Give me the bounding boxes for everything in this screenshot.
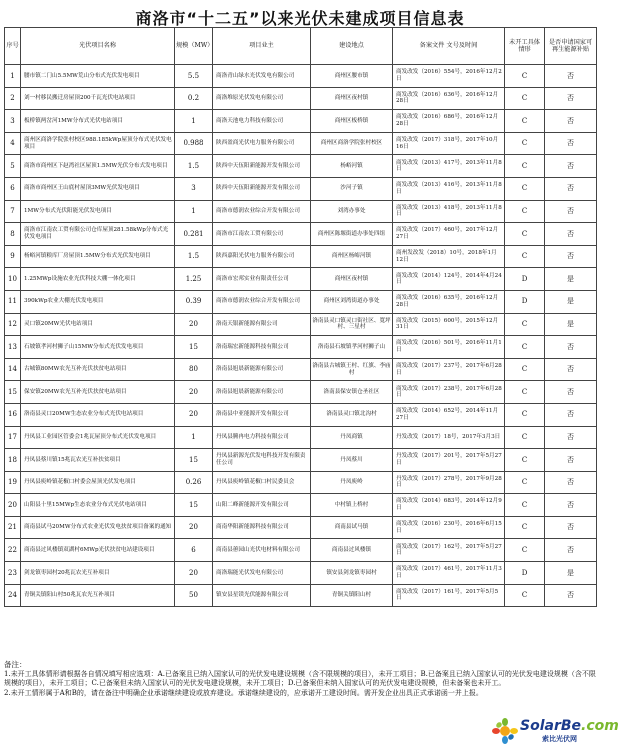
table-row (5, 65, 597, 88)
cell-capacity: 0.26 (175, 471, 213, 494)
cell-capacity: 15 (175, 494, 213, 517)
cell-owner: 商洛市宏邦实业有限责任公司 (213, 268, 311, 291)
cell-capacity: 80 (175, 358, 213, 381)
cell-index: 17 (5, 426, 21, 449)
table-row (5, 223, 597, 246)
cell-capacity: 15 (175, 449, 213, 472)
header-capacity: 规模（MW） (175, 28, 213, 65)
cell-index: 8 (5, 223, 21, 246)
cell-location: 商州区板桥镇 (311, 110, 393, 133)
notes-heading: 备注： (4, 660, 27, 669)
cell-status: C (505, 449, 545, 472)
cell-index: 23 (5, 562, 21, 585)
cell-project-name: 1MW分布式光伏阳能光伏发电项目 (21, 200, 175, 223)
cell-status: C (505, 177, 545, 200)
cell-subsidy: 是 (545, 562, 597, 585)
cell-owner: 商南华阳新能源科技有限公司 (213, 516, 311, 539)
cell-capacity: 20 (175, 381, 213, 404)
cell-subsidy: 是 (545, 313, 597, 336)
cell-project-name: 石坡镇孝河村狮子山15MW分布式光伏发电项目 (21, 336, 175, 359)
cell-location: 洛南县保安镇仓圣社区 (311, 381, 393, 404)
cell-status: D (505, 562, 545, 585)
cell-capacity: 5.5 (175, 65, 213, 88)
table-row (5, 336, 597, 359)
cell-status: C (505, 65, 545, 88)
cell-filing: 商发改发（2016）554号，2016年12月2日 (393, 65, 505, 88)
cell-status: C (505, 200, 545, 223)
cell-project-name: 山阳县十里15MWp生态农业分布式光伏电站项目 (21, 494, 175, 517)
cell-index: 11 (5, 290, 21, 313)
cell-capacity: 20 (175, 403, 213, 426)
cell-capacity: 1 (175, 426, 213, 449)
cell-subsidy: 否 (545, 403, 597, 426)
header-filing: 备案文件 文号及时间 (393, 28, 505, 65)
cell-capacity: 50 (175, 584, 213, 607)
table-row (5, 471, 597, 494)
table-row (5, 539, 597, 562)
header-project-name: 光伏项目名称 (21, 28, 175, 65)
cell-filing: 丹发改发（2017）18号，2017年3月3日 (393, 426, 505, 449)
cell-subsidy: 否 (545, 177, 597, 200)
cell-location: 洛南县石坡镇孝河村狮子山 (311, 336, 393, 359)
cell-capacity: 0.2 (175, 87, 213, 110)
table-row (5, 313, 597, 336)
cell-capacity: 20 (175, 516, 213, 539)
table-row (5, 155, 597, 178)
cell-capacity: 20 (175, 313, 213, 336)
table-row (5, 268, 597, 291)
cell-owner: 陕西中天伍阳新能源开发有限公司 (213, 177, 311, 200)
cell-owner: 商洛青山绿水光伏发电有限公司 (213, 65, 311, 88)
cell-owner: 洛南瑞宏新能源科技有限公司 (213, 336, 311, 359)
cell-capacity: 15 (175, 336, 213, 359)
cell-location: 洛南县灵口镇北沟村 (311, 403, 393, 426)
notes-item-2: 2.未开工情形属于A和B的，请在备注中明确企业承诺继续建设或放弃建设。承诺继续建设的，应承诺开工建设时间。需开发企业出具正式承诺函一并上报。 (4, 688, 483, 697)
cell-status: D (505, 268, 545, 291)
header-subsidy: 是否申请国家可再生能源补贴 (545, 28, 597, 65)
cell-status: C (505, 132, 545, 155)
cell-project-name: 保安镇20MW农光互补光伏扶贫电站项目 (21, 381, 175, 404)
cell-filing: 商发改发（2013）417号，2013年11月8日 (393, 155, 505, 178)
cell-subsidy: 否 (545, 87, 597, 110)
cell-project-name: 杨峪河镇粮库厂房屋顶1.5MW分布式光伏发电项目 (21, 245, 175, 268)
cell-subsidy: 否 (545, 584, 597, 607)
cell-location: 商州区夜村镇 (311, 268, 393, 291)
cell-status: D (505, 290, 545, 313)
cell-project-name: 丹凤县蔡川镇15兆瓦农光互补扶贫项目 (21, 449, 175, 472)
cell-subsidy: 否 (545, 494, 597, 517)
table-row (5, 516, 597, 539)
cell-index: 21 (5, 516, 21, 539)
header-location: 建设地点 (311, 28, 393, 65)
cell-project-name: 商州区商洛学院张村校区988.185kWp屋顶分布式光伏发电项目 (21, 132, 175, 155)
sun-flower-icon (490, 717, 520, 745)
cell-capacity: 0.39 (175, 290, 213, 313)
cell-filing: 商发改发（2017）162号，2017年5月27日 (393, 539, 505, 562)
cell-status: C (505, 584, 545, 607)
cell-subsidy: 否 (545, 449, 597, 472)
cell-owner: 山阳二峰新能源开发有限公司 (213, 494, 311, 517)
cell-project-name: 洛南县灵口20MW生态农业分布式光伏电站项目 (21, 403, 175, 426)
cell-location: 商州区腰市镇 (311, 65, 393, 88)
cell-project-name: 丹凤县庾岭镇花椒口村委会屋顶光伏发电项目 (21, 471, 175, 494)
cell-project-name: 商洛市商州区王山底村屋顶3MW光伏发电项目 (21, 177, 175, 200)
cell-filing: 商发改发（2016）501号，2016年11月1日 (393, 336, 505, 359)
cell-location: 中村镇上桥村 (311, 494, 393, 517)
cell-index: 10 (5, 268, 21, 291)
cell-capacity: 1.25 (175, 268, 213, 291)
cell-owner: 商洛瑞能光伏发电有限公司 (213, 562, 311, 585)
cell-index: 16 (5, 403, 21, 426)
table-row (5, 200, 597, 223)
cell-index: 5 (5, 155, 21, 178)
cell-filing: 丹发改发（2017）201号，2017年5月27日 (393, 449, 505, 472)
cell-status: C (505, 358, 545, 381)
cell-project-name: 商南县试马20MW分布式农业光伏发电扶贫项目备案的通知 (21, 516, 175, 539)
cell-owner: 陕西盈商光伏电力服务有限公司 (213, 132, 311, 155)
cell-status: C (505, 313, 545, 336)
cell-status: C (505, 336, 545, 359)
cell-status: C (505, 223, 545, 246)
cell-status: C (505, 87, 545, 110)
cell-filing: 商发改发（2013）418号，2013年11月8日 (393, 200, 505, 223)
cell-subsidy: 否 (545, 65, 597, 88)
cell-capacity: 1.5 (175, 245, 213, 268)
cell-location: 商南县过风楼镇 (311, 539, 393, 562)
cell-location: 镇安县剑龙镇枣园村 (311, 562, 393, 585)
cell-location: 商州区刘湾街道办事处 (311, 290, 393, 313)
cell-project-name: 刘一村移民搬迁房屋顶200千瓦光伏电站项目 (21, 87, 175, 110)
cell-owner: 丹凤县庾岭镇花椒口村民委员会 (213, 471, 311, 494)
cell-project-name: 商洛市商州区下赵湾社区屋顶1.5MW光伏分布式发电项目 (21, 155, 175, 178)
cell-filing: 商州发改发（2018）10号，2018年1月12日 (393, 245, 505, 268)
cell-location: 丹凤商镇 (311, 426, 393, 449)
cell-filing: 商发改发（2016）686号，2016年12月28日 (393, 110, 505, 133)
cell-filing: 商发改发（2017）461号，2017年11月3日 (393, 562, 505, 585)
cell-owner: 洛南县中亚能源开发有限公司 (213, 403, 311, 426)
cell-index: 13 (5, 336, 21, 359)
cell-project-name: 剑龙镇枣园村20兆瓦农光互补项目 (21, 562, 175, 585)
cell-owner: 镇安县星镁光伏能源有限公司 (213, 584, 311, 607)
cell-location: 沙河子镇 (311, 177, 393, 200)
cell-filing: 商发改发（2013）416号，2013年11月8日 (393, 177, 505, 200)
cell-filing: 丹发改发（2017）278号，2017年9月28日 (393, 471, 505, 494)
cell-filing: 商发改发（2016）636号，2016年12月28日 (393, 87, 505, 110)
cell-filing: 商发改发（2017）318号，2017年10月16日 (393, 132, 505, 155)
cell-filing: 商发改发（2014）652号，2014年11月27日 (393, 403, 505, 426)
cell-capacity: 0.988 (175, 132, 213, 155)
cell-subsidy: 否 (545, 539, 597, 562)
cell-capacity: 1 (175, 200, 213, 223)
header-owner: 项目业主 (213, 28, 311, 65)
cell-subsidy: 否 (545, 110, 597, 133)
table-row (5, 584, 597, 607)
cell-subsidy: 否 (545, 471, 597, 494)
cell-owner: 商洛天池电力科技有限公司 (213, 110, 311, 133)
cell-filing: 商发改发（2017）161号，2017年5月5日 (393, 584, 505, 607)
notes (4, 660, 596, 698)
cell-location: 商州区陈塬街道办事处四组 (311, 223, 393, 246)
cell-status: C (505, 110, 545, 133)
table-row (5, 426, 597, 449)
table-row (5, 403, 597, 426)
table-row (5, 245, 597, 268)
cell-subsidy: 否 (545, 381, 597, 404)
cell-location: 青铜关镇阳山村 (311, 584, 393, 607)
cell-project-name: 青铜关镇阳山村50兆瓦农光互补项目 (21, 584, 175, 607)
table-row (5, 177, 597, 200)
cell-owner: 丹凤县腾冉电力科技有限公司 (213, 426, 311, 449)
cell-index: 1 (5, 65, 21, 88)
cell-subsidy: 是 (545, 268, 597, 291)
cell-filing: 商发改发（2015）600号，2015年12月31日 (393, 313, 505, 336)
cell-project-name: 腰市镇二门山5.5MW荒山分布式光伏发电项目 (21, 65, 175, 88)
cell-filing: 商发改发（2017）237号，2017年6月28日 (393, 358, 505, 381)
table-header-row (5, 28, 597, 65)
logo-subtitle: 索比光伏网 (542, 735, 577, 743)
logo-brand-text: SolarBe.com (520, 718, 619, 734)
solarbe-logo (490, 717, 619, 745)
cell-owner: 洛南天银新能源有限公司 (213, 313, 311, 336)
cell-subsidy: 否 (545, 516, 597, 539)
table-row (5, 110, 597, 133)
cell-index: 6 (5, 177, 21, 200)
cell-owner: 商南县蕙园山光伏电材料有限公司 (213, 539, 311, 562)
cell-location: 商南县试马镇 (311, 516, 393, 539)
cell-capacity: 20 (175, 562, 213, 585)
cell-owner: 陕西中天伍阳新能源开发有限公司 (213, 155, 311, 178)
cell-location: 杨峪河镇 (311, 155, 393, 178)
cell-index: 15 (5, 381, 21, 404)
cell-filing: 商发改发（2014）124号，2014年4月24日 (393, 268, 505, 291)
cell-status: C (505, 403, 545, 426)
cell-status: C (505, 471, 545, 494)
cell-subsidy: 否 (545, 426, 597, 449)
cell-capacity: 6 (175, 539, 213, 562)
cell-location: 洛南县灵口镇灵口街社区、寬坪村、三星村 (311, 313, 393, 336)
cell-index: 14 (5, 358, 21, 381)
header-index: 序号 (5, 28, 21, 65)
cell-project-name: 1.25MWp设施农业光伏科技大棚一体化项目 (21, 268, 175, 291)
cell-index: 12 (5, 313, 21, 336)
table-row (5, 381, 597, 404)
cell-project-name: 商洛市江南农工贸有限公司仓库屋顶281.58kWp分布式光伏发电项目 (21, 223, 175, 246)
cell-index: 18 (5, 449, 21, 472)
cell-location: 丹凤庾岭 (311, 471, 393, 494)
header-status: 未开工具体情形 (505, 28, 545, 65)
cell-owner: 洛南县旭晨新能源有限公司 (213, 381, 311, 404)
cell-owner: 丹凤县新源光伏发电科技开发有限责任公司 (213, 449, 311, 472)
cell-subsidy: 否 (545, 358, 597, 381)
cell-project-name: 灵口镇20MW光伏电站项目 (21, 313, 175, 336)
cell-project-name: 古城镇80MW农光互补光伏扶贫电站项目 (21, 358, 175, 381)
cell-owner: 商洛市德润农业综合开发有限公司 (213, 290, 311, 313)
cell-subsidy: 否 (545, 223, 597, 246)
cell-status: C (505, 381, 545, 404)
cell-location: 商州区商洛学院张村校区 (311, 132, 393, 155)
cell-owner: 陕西嘉阳光伏电力服务有限公司 (213, 245, 311, 268)
cell-index: 9 (5, 245, 21, 268)
cell-subsidy: 否 (545, 155, 597, 178)
cell-status: C (505, 426, 545, 449)
cell-owner: 商洛市江南农工贸有限公司 (213, 223, 311, 246)
cell-owner: 商洛市德润农业综合开发有限公司 (213, 200, 311, 223)
page-title: 商洛市“十二五”以来光伏未建成项目信息表 (135, 9, 465, 28)
cell-owner: 洛南县旭晨新能源有限公司 (213, 358, 311, 381)
table-row (5, 358, 597, 381)
cell-project-name: 390kWp农业大棚光伏发电项目 (21, 290, 175, 313)
project-table (4, 27, 597, 607)
cell-filing: 商发改发（2017）460号，2017年12月27日 (393, 223, 505, 246)
table-row (5, 562, 597, 585)
cell-filing: 商发改发（2017）238号，2017年6月28日 (393, 381, 505, 404)
cell-index: 2 (5, 87, 21, 110)
cell-index: 19 (5, 471, 21, 494)
cell-filing: 商发改发（2014）683号，2014年12月9日 (393, 494, 505, 517)
table-row (5, 132, 597, 155)
cell-index: 4 (5, 132, 21, 155)
cell-index: 22 (5, 539, 21, 562)
cell-location: 洛南县古城镇王村、红旗、李庙村 (311, 358, 393, 381)
cell-status: C (505, 539, 545, 562)
cell-capacity: 1.5 (175, 155, 213, 178)
cell-index: 24 (5, 584, 21, 607)
cell-index: 3 (5, 110, 21, 133)
cell-capacity: 0.281 (175, 223, 213, 246)
cell-location: 丹凤蔡川 (311, 449, 393, 472)
cell-capacity: 1 (175, 110, 213, 133)
cell-location: 商州区夜村镇 (311, 87, 393, 110)
table-row (5, 494, 597, 517)
cell-index: 20 (5, 494, 21, 517)
cell-subsidy: 否 (545, 132, 597, 155)
cell-project-name: 商南县过风楼镇双湖村6MWp光伏扶贫电站建设项目 (21, 539, 175, 562)
table-row (5, 290, 597, 313)
cell-capacity: 3 (175, 177, 213, 200)
cell-location: 刘湾办事处 (311, 200, 393, 223)
cell-filing: 商发改发（2016）230号，2016年6月15日 (393, 516, 505, 539)
cell-subsidy: 是 (545, 290, 597, 313)
notes-item-1: 1.未开工具体情形请根据各自情况填写相应选项：A.已备案且已纳入国家认可的光伏发电建设规模（含不限规模的项目），未开工项目；B.已备案且已纳入国家认可的光伏发电建设规模（含不限规模的项目），未开工项目；C.已备案但未纳入国家认可的光伏发电建设规模，未开工项目；D.已备案但未纳入国家认可的光伏发电建设规模，但未备案也未开工。 (4, 669, 596, 687)
cell-status: C (505, 494, 545, 517)
cell-status: C (505, 155, 545, 178)
cell-status: C (505, 245, 545, 268)
cell-location: 商州区杨峪河镇 (311, 245, 393, 268)
cell-index: 7 (5, 200, 21, 223)
cell-filing: 商发改发（2016）635号，2016年12月28日 (393, 290, 505, 313)
table-row (5, 87, 597, 110)
cell-subsidy: 否 (545, 336, 597, 359)
cell-owner: 商洛堆原光伏发电有限公司 (213, 87, 311, 110)
cell-project-name: 丹凤县工业园区管委会1兆瓦屋顶分布式光伏发电项目 (21, 426, 175, 449)
cell-status: C (505, 516, 545, 539)
table-row (5, 449, 597, 472)
cell-subsidy: 否 (545, 200, 597, 223)
cell-subsidy: 否 (545, 245, 597, 268)
cell-project-name: 板桥镇两岔河1MW分布式光伏电站项目 (21, 110, 175, 133)
